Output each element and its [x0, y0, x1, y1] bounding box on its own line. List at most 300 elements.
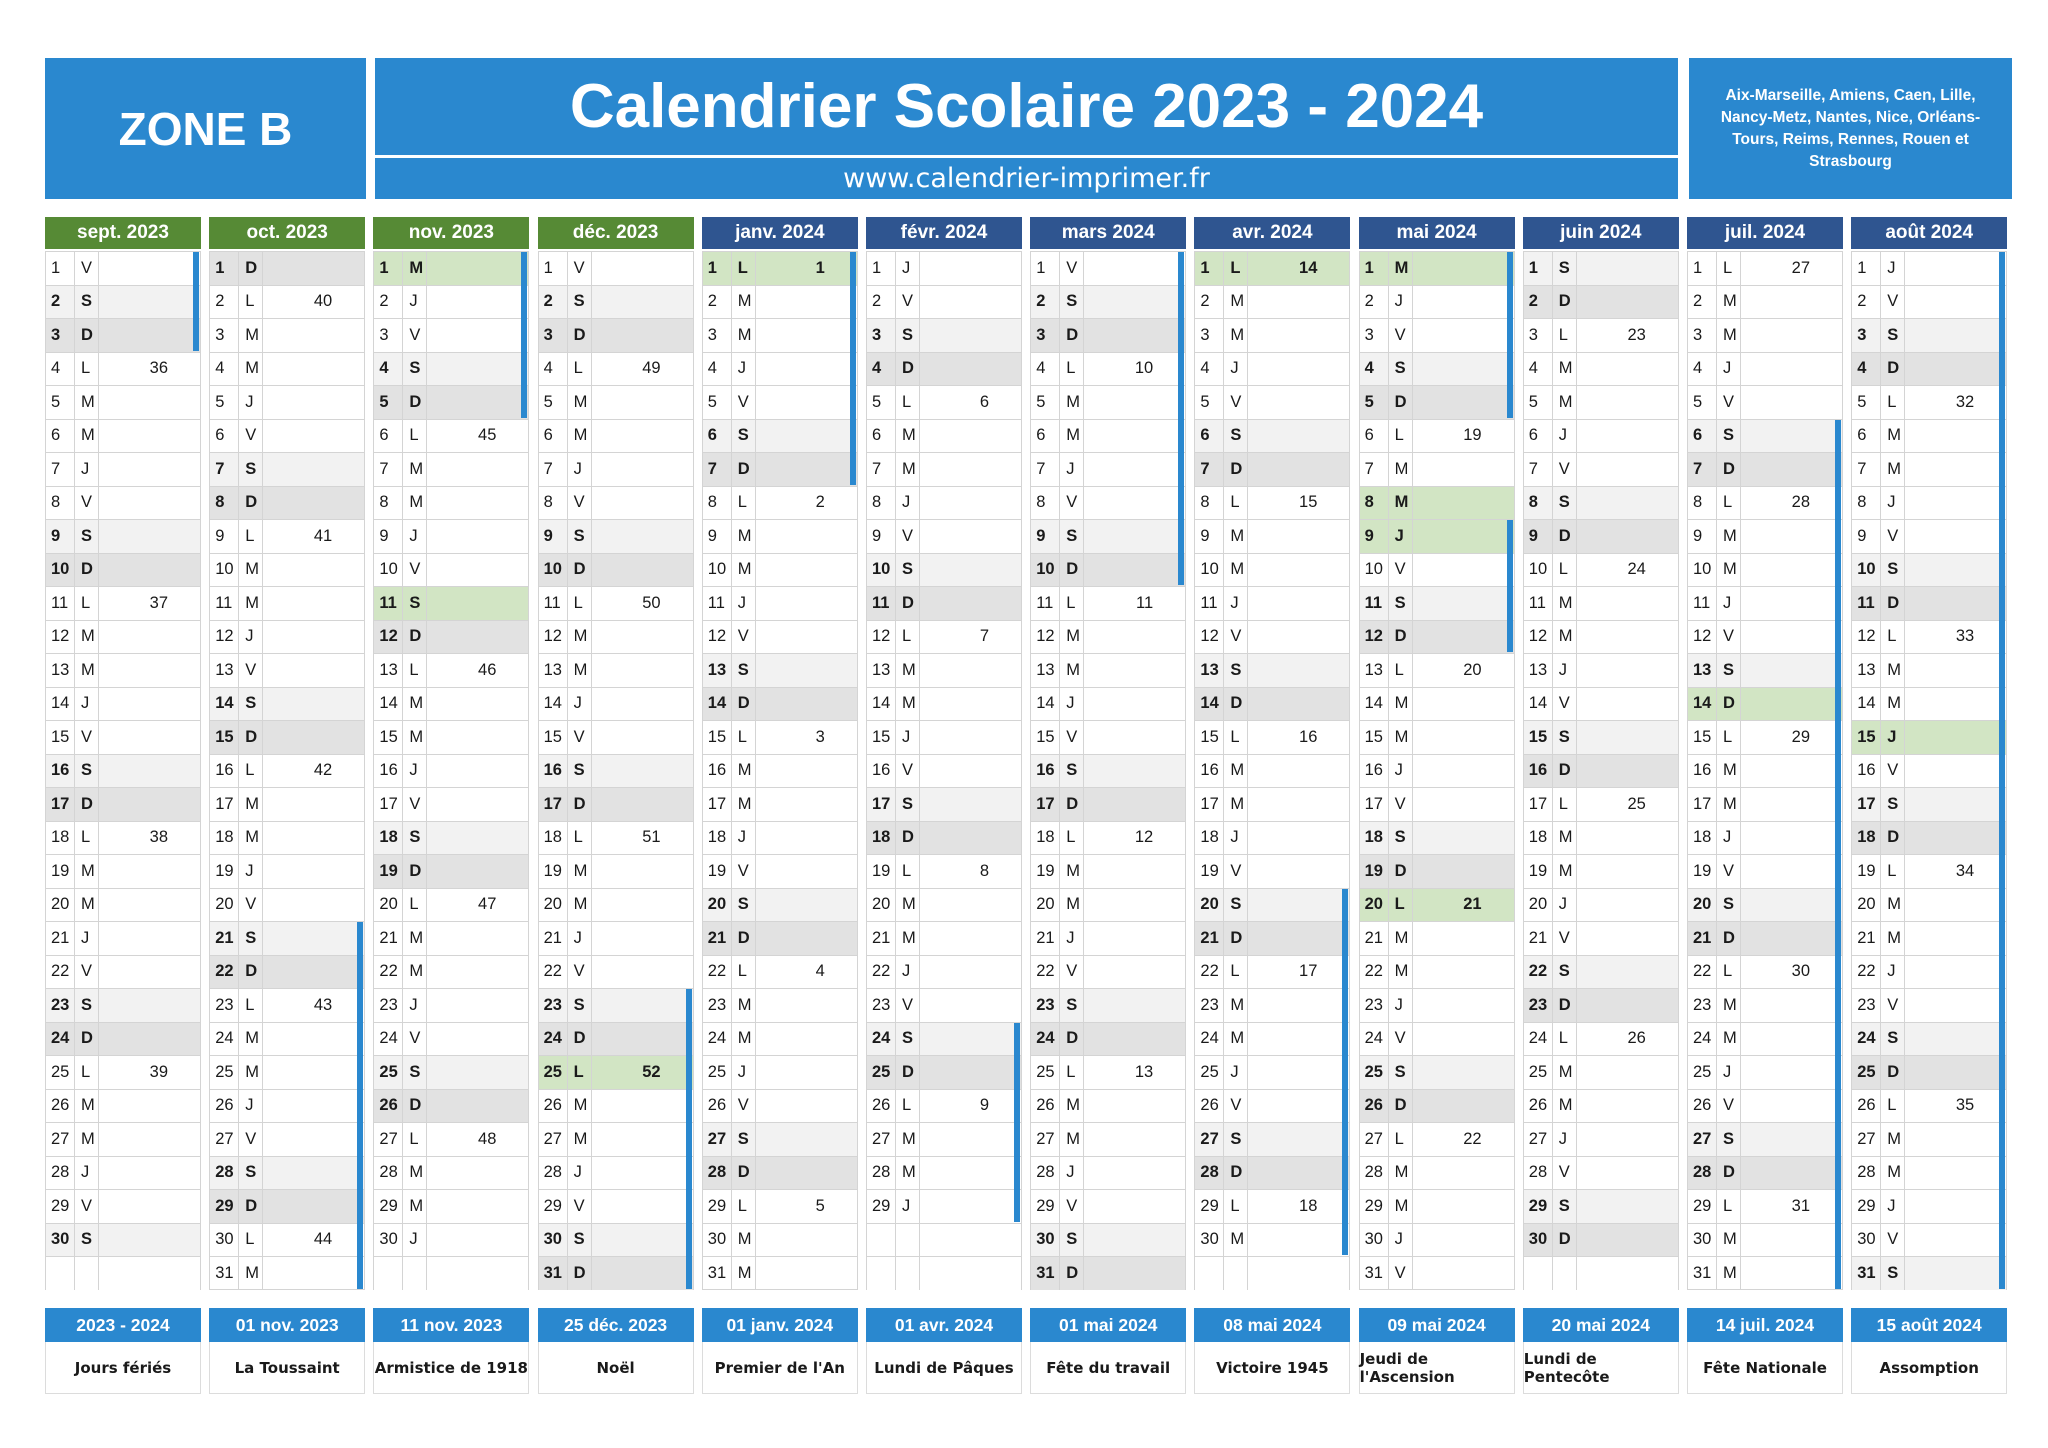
day-row [374, 687, 528, 721]
day-number: 22 [374, 956, 403, 989]
day-number: 4 [1195, 353, 1224, 386]
day-number: 27 [1195, 1123, 1224, 1156]
zone-label [45, 58, 366, 199]
holiday-date: 14 juil. 2024 [1687, 1308, 1843, 1342]
week-number [1413, 621, 1514, 654]
day-letter: L [896, 386, 920, 419]
week-number [1084, 721, 1185, 754]
week-number: 52 [592, 1056, 693, 1089]
holiday-name: Noël [538, 1342, 694, 1394]
week-number [1741, 922, 1842, 955]
week-number [1905, 889, 2006, 922]
day-letter: J [403, 520, 427, 553]
day-letter: V [1881, 286, 1905, 319]
day-number: 27 [1852, 1123, 1881, 1156]
day-row [210, 1223, 364, 1257]
day-row [1360, 854, 1514, 888]
day-letter: V [403, 788, 427, 821]
day-row [210, 620, 364, 654]
day-letter: J [1060, 688, 1084, 721]
day-letter: S [1389, 1056, 1413, 1089]
day-letter: S [568, 989, 592, 1022]
day-number: 27 [1688, 1123, 1717, 1156]
day-letter: L [1717, 956, 1741, 989]
day-letter: J [896, 721, 920, 754]
day-number: 15 [46, 721, 75, 754]
holiday-cell [45, 1308, 201, 1394]
week-number [1741, 788, 1842, 821]
week-number [920, 1157, 1021, 1190]
day-row [1852, 921, 2006, 955]
week-number: 14 [1248, 252, 1349, 285]
day-row [867, 921, 1021, 955]
day-letter: S [75, 286, 99, 319]
day-number: 17 [210, 788, 239, 821]
week-number [1084, 956, 1185, 989]
day-number: 8 [1852, 487, 1881, 520]
day-number: 12 [1524, 621, 1553, 654]
website-text[interactable]: www.calendrier-imprimer.fr [843, 163, 1210, 194]
day-row [539, 586, 693, 620]
day-number: 2 [1195, 286, 1224, 319]
month-header: avr. 2024 [1194, 217, 1350, 249]
day-number: 12 [46, 621, 75, 654]
day-number: 20 [867, 889, 896, 922]
week-number: 43 [313, 995, 333, 1014]
day-number: 8 [1195, 487, 1224, 520]
day-number: 9 [1195, 520, 1224, 553]
day-row [867, 452, 1021, 486]
holiday-name: Fête Nationale [1687, 1342, 1843, 1394]
day-letter: S [732, 420, 756, 453]
week-number [1248, 1090, 1349, 1123]
day-letter: V [1224, 1090, 1248, 1123]
vacation-bar [1178, 252, 1184, 585]
day-letter: V [1881, 989, 1905, 1022]
day-row [703, 787, 857, 821]
day-row [867, 854, 1021, 888]
day-number: 14 [1360, 688, 1389, 721]
day-number: 2 [1688, 286, 1717, 319]
week-number [1577, 956, 1678, 989]
week-number [1741, 1224, 1842, 1257]
week-number: 17 [1299, 962, 1318, 981]
day-row [1031, 754, 1185, 788]
day-number: 26 [1195, 1090, 1224, 1123]
day-letter: D [1389, 621, 1413, 654]
day-number: 7 [1360, 453, 1389, 486]
day-letter: V [1060, 487, 1084, 520]
day-letter: D [75, 788, 99, 821]
week-number [920, 721, 1021, 754]
week-number [1248, 822, 1349, 855]
day-letter: L [1553, 788, 1577, 821]
day-number: 2 [867, 286, 896, 319]
day-letter: M [568, 654, 592, 687]
day-row [1852, 1089, 2006, 1123]
vacation-bar [521, 252, 527, 418]
day-row [1360, 888, 1514, 922]
week-number [99, 788, 200, 821]
day-row [703, 1055, 857, 1089]
day-row [1360, 687, 1514, 721]
day-row [1195, 1022, 1349, 1056]
day-number: 30 [1360, 1224, 1389, 1257]
day-row [1688, 1223, 1842, 1257]
month-header: juin 2024 [1523, 217, 1679, 249]
week-number [1084, 487, 1185, 520]
day-row [1031, 285, 1185, 319]
day-number: 21 [1195, 922, 1224, 955]
day-letter: J [896, 252, 920, 285]
week-number [1741, 1123, 1842, 1156]
day-number: 20 [1360, 889, 1389, 922]
day-number: 6 [1688, 420, 1717, 453]
day-row [1688, 687, 1842, 721]
day-row [703, 888, 857, 922]
day-number: 8 [1360, 487, 1389, 520]
day-letter: M [1389, 956, 1413, 989]
week-number [1413, 353, 1514, 386]
week-number [592, 989, 693, 1022]
week-number [99, 989, 200, 1022]
day-letter: M [239, 822, 263, 855]
day-row [1524, 1022, 1678, 1056]
vacation-bar [1014, 1023, 1020, 1222]
day-letter: D [1717, 1157, 1741, 1190]
day-letter: J [1553, 889, 1577, 922]
day-row [210, 854, 364, 888]
day-row [1524, 452, 1678, 486]
week-number [1905, 353, 2006, 386]
week-number [99, 1023, 200, 1056]
holiday-date: 25 déc. 2023 [538, 1308, 694, 1342]
day-row [1852, 1223, 2006, 1257]
day-row [539, 720, 693, 754]
day-row [1688, 318, 1842, 352]
week-number: 28 [1791, 493, 1810, 512]
day-number: 27 [374, 1123, 403, 1156]
day-number: 16 [539, 755, 568, 788]
day-row [46, 1223, 200, 1257]
day-number: 21 [210, 922, 239, 955]
day-letter: S [732, 654, 756, 687]
day-letter: M [75, 1123, 99, 1156]
day-letter: V [732, 386, 756, 419]
day-row [1031, 955, 1185, 989]
day-row [1360, 519, 1514, 553]
day-letter: M [568, 889, 592, 922]
day-letter: J [732, 1056, 756, 1089]
day-letter: L [403, 889, 427, 922]
day-row [1688, 452, 1842, 486]
day-row [1688, 486, 1842, 520]
day-number: 8 [1688, 487, 1717, 520]
day-letter: M [1060, 889, 1084, 922]
day-row [867, 385, 1021, 419]
week-number [1413, 822, 1514, 855]
week-number [1741, 855, 1842, 888]
month-header: déc. 2023 [538, 217, 694, 249]
day-letter: L [1224, 252, 1248, 285]
day-row [1852, 385, 2006, 419]
day-number: 4 [1360, 353, 1389, 386]
day-letter: S [1060, 286, 1084, 319]
day-letter: D [1224, 453, 1248, 486]
day-row [1524, 1122, 1678, 1156]
day-row [1688, 1189, 1842, 1223]
day-row [46, 251, 200, 285]
day-number: 16 [1195, 755, 1224, 788]
day-letter: M [75, 621, 99, 654]
day-row [703, 285, 857, 319]
day-number: 29 [867, 1190, 896, 1223]
day-letter: M [75, 386, 99, 419]
week-number [592, 1224, 693, 1257]
day-number: 18 [210, 822, 239, 855]
week-number [99, 453, 200, 486]
day-row [1195, 821, 1349, 855]
day-number: 17 [539, 788, 568, 821]
week-number [99, 688, 200, 721]
day-letter: V [1224, 386, 1248, 419]
day-letter: M [403, 922, 427, 955]
week-number [263, 788, 364, 821]
day-letter: M [1717, 286, 1741, 319]
day-letter: J [1881, 956, 1905, 989]
day-letter: D [75, 554, 99, 587]
week-number: 42 [313, 761, 333, 780]
vacation-bar [1507, 252, 1513, 418]
day-row [46, 888, 200, 922]
week-number [1741, 1090, 1842, 1123]
month-column [1359, 217, 1515, 1290]
day-number: 30 [210, 1224, 239, 1257]
day-letter: M [568, 1090, 592, 1123]
week-number [1248, 788, 1349, 821]
day-number: 5 [210, 386, 239, 419]
day-number: 15 [1852, 721, 1881, 754]
week-number [1248, 386, 1349, 419]
day-letter: M [1224, 989, 1248, 1022]
day-row [1360, 988, 1514, 1022]
day-number: 10 [46, 554, 75, 587]
day-letter: S [896, 788, 920, 821]
day-row [867, 419, 1021, 453]
day-row [1852, 586, 2006, 620]
day-number: 4 [1031, 353, 1060, 386]
week-number [99, 922, 200, 955]
holiday-date: 2023 - 2024 [45, 1308, 201, 1342]
day-letter: L [403, 654, 427, 687]
day-letter: S [1389, 587, 1413, 620]
day-number: 19 [1852, 855, 1881, 888]
day-row [1360, 352, 1514, 386]
holiday-name: Jeudi de l'Ascension [1359, 1342, 1515, 1394]
day-row [1852, 251, 2006, 285]
day-row [867, 787, 1021, 821]
day-number: 24 [867, 1023, 896, 1056]
day-letter: M [1717, 520, 1741, 553]
week-number [1905, 788, 2006, 821]
day-letter: V [568, 1190, 592, 1223]
day-letter: M [732, 989, 756, 1022]
day-number: 7 [703, 453, 732, 486]
day-number: 11 [374, 587, 403, 620]
day-number: 29 [374, 1190, 403, 1223]
day-letter: L [896, 621, 920, 654]
day-number: 15 [210, 721, 239, 754]
month-header: oct. 2023 [209, 217, 365, 249]
day-row [1031, 586, 1185, 620]
day-number: 11 [1524, 587, 1553, 620]
day-letter: S [732, 889, 756, 922]
day-letter: M [1060, 420, 1084, 453]
day-letter: S [239, 453, 263, 486]
week-number: 13 [1134, 1062, 1154, 1081]
day-row [1031, 988, 1185, 1022]
week-number [427, 1023, 528, 1056]
day-row [1360, 1122, 1514, 1156]
day-letter: S [75, 1224, 99, 1257]
day-letter: M [403, 453, 427, 486]
day-row [374, 1223, 528, 1257]
week-number [1248, 1123, 1349, 1156]
day-row [1195, 687, 1349, 721]
day-letter: L [896, 1090, 920, 1123]
week-number [1084, 755, 1185, 788]
day-row [1688, 251, 1842, 285]
day-row [1195, 1055, 1349, 1089]
day-letter: V [732, 1090, 756, 1123]
day-number: 13 [1195, 654, 1224, 687]
week-number: 7 [979, 627, 989, 646]
week-number [592, 1090, 693, 1123]
empty-row [374, 1256, 528, 1290]
week-number [920, 286, 1021, 319]
day-row [867, 754, 1021, 788]
week-number [756, 1257, 857, 1290]
holiday-name: Fête du travail [1030, 1342, 1186, 1394]
day-row [1852, 1156, 2006, 1190]
week-number [99, 487, 200, 520]
empty-row [46, 1256, 200, 1290]
day-number: 5 [374, 386, 403, 419]
day-number: 1 [374, 252, 403, 285]
week-number [99, 956, 200, 989]
day-letter: J [896, 956, 920, 989]
week-number: 19 [1463, 426, 1482, 445]
day-letter: V [1553, 922, 1577, 955]
week-number [1577, 420, 1678, 453]
month-column [538, 217, 694, 1290]
week-number [756, 1056, 857, 1089]
week-number [427, 1157, 528, 1190]
day-letter: S [1224, 1123, 1248, 1156]
day-letter: M [403, 1157, 427, 1190]
day-letter: J [1389, 755, 1413, 788]
day-number: 17 [1524, 788, 1553, 821]
day-number: 11 [210, 587, 239, 620]
week-number [1084, 1157, 1185, 1190]
day-number: 18 [1195, 822, 1224, 855]
day-letter: M [1881, 688, 1905, 721]
day-row [46, 620, 200, 654]
day-row [1031, 1223, 1185, 1257]
week-number [1084, 889, 1185, 922]
day-letter: M [1881, 453, 1905, 486]
day-number: 29 [1688, 1190, 1717, 1223]
day-letter: M [75, 855, 99, 888]
day-number: 6 [46, 420, 75, 453]
day-number: 7 [1524, 453, 1553, 486]
week-number [99, 1157, 200, 1190]
day-letter: S [1553, 956, 1577, 989]
week-number: 35 [1955, 1096, 1975, 1115]
day-letter: D [403, 386, 427, 419]
day-letter: M [1717, 1224, 1741, 1257]
week-number [1577, 487, 1678, 520]
day-number: 13 [374, 654, 403, 687]
day-number: 8 [539, 487, 568, 520]
day-letter: J [1060, 922, 1084, 955]
week-number [427, 353, 528, 386]
day-number: 14 [867, 688, 896, 721]
week-number [1084, 788, 1185, 821]
day-row [1360, 385, 1514, 419]
day-row [1031, 519, 1185, 553]
week-number [920, 453, 1021, 486]
day-row [1852, 486, 2006, 520]
day-number: 23 [539, 989, 568, 1022]
day-letter: V [568, 721, 592, 754]
day-number: 13 [539, 654, 568, 687]
day-number: 11 [1688, 587, 1717, 620]
day-row [867, 620, 1021, 654]
day-number: 20 [1524, 889, 1553, 922]
website-link[interactable] [375, 158, 1678, 199]
day-row [703, 251, 857, 285]
day-row [1688, 988, 1842, 1022]
day-number: 26 [46, 1090, 75, 1123]
day-row [46, 921, 200, 955]
day-row [1524, 687, 1678, 721]
vacation-bar [1999, 252, 2005, 1289]
day-number: 23 [703, 989, 732, 1022]
day-row [1852, 352, 2006, 386]
week-number [99, 1257, 200, 1290]
day-letter: J [1060, 453, 1084, 486]
week-number: 2 [815, 493, 825, 512]
day-number: 31 [703, 1257, 732, 1290]
day-row [46, 553, 200, 587]
day-row [1524, 921, 1678, 955]
week-number: 41 [313, 526, 333, 545]
week-number [1413, 721, 1514, 754]
day-row [374, 620, 528, 654]
day-number: 10 [1688, 554, 1717, 587]
month-header: mai 2024 [1359, 217, 1515, 249]
week-number [1248, 1257, 1349, 1290]
day-number: 19 [703, 855, 732, 888]
week-number [1577, 989, 1678, 1022]
day-number: 30 [1688, 1224, 1717, 1257]
day-letter: L [239, 286, 263, 319]
day-number: 30 [1524, 1224, 1553, 1257]
day-row [210, 720, 364, 754]
week-number [1413, 1023, 1514, 1056]
day-letter: M [732, 1257, 756, 1290]
